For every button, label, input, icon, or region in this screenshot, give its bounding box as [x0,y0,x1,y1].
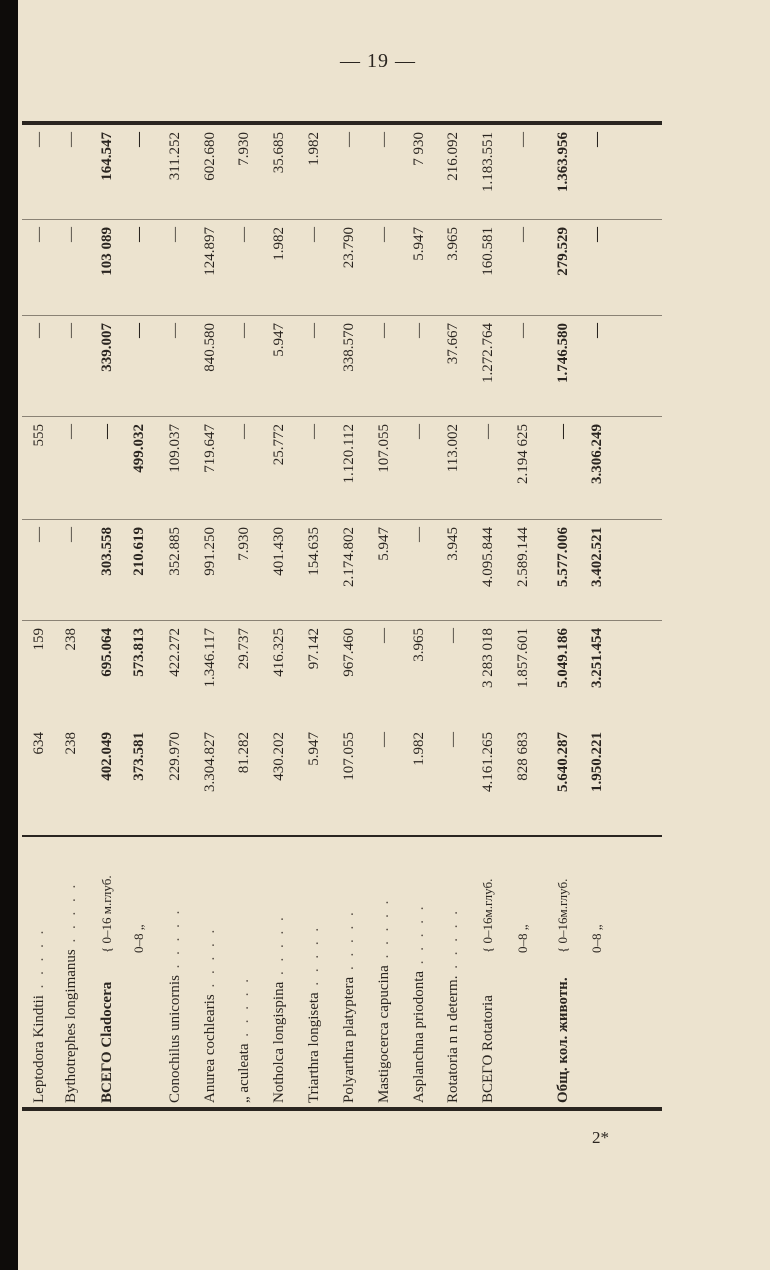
table-cell: 3.965 [411,628,427,662]
table-cell: 311.252 [167,132,183,181]
row-label [438,838,468,1103]
table-cell: 160.581 [480,227,496,276]
table-cell: 719.647 [202,424,218,473]
table-cell: 3 283 018 [480,628,496,688]
row-label-text: „ aculeata [236,1043,252,1103]
row-label [582,838,612,1103]
table-cell: 238 [63,732,79,755]
table-cell: — [31,527,47,542]
row-label-text: Общ. кол. животн. [555,977,571,1103]
table-cell: — [167,227,183,242]
table-cell: 159 [31,628,47,651]
table-cell: — [376,323,392,338]
table-cell: 5.947 [411,227,427,261]
table-cell: 1.272.764 [480,323,496,383]
table-cell: — [411,323,427,338]
table-cell: 991.250 [202,527,218,576]
table-cell: 3.251.454 [589,628,605,688]
table-cell: 1.857.601 [515,628,531,688]
row-label [404,838,434,1103]
table-cell: 3.402.521 [589,527,605,587]
table-cell: — [411,527,427,542]
table-cell: 107.055 [376,424,392,473]
table-cell: 5.577.006 [555,527,571,587]
table-cell: — [515,323,531,338]
row-label-text: Notholca longispina [271,981,287,1103]
table-cell: 373.581 [131,732,147,781]
row-depth-range: { 0–16м.глуб. [555,878,570,953]
row-label-text: ВСЕГО Cladocera [99,981,115,1103]
row-label-text: Leptodora Kindtii [31,995,47,1103]
table-row [438,111,468,1111]
table-cell: 5.947 [376,527,392,561]
table-cell: 422.272 [167,628,183,677]
table-cell: 109.037 [167,424,183,473]
table-cell: 3.965 [445,227,461,261]
row-label [56,838,86,1103]
table-cell: 97.142 [306,628,322,670]
table-cell: — [63,323,79,338]
table-row [548,111,578,1111]
table-cell: — [376,732,392,747]
table-cell: 5.049.186 [555,628,571,688]
table-cell: 2.174.802 [341,527,357,587]
row-label [548,838,578,1103]
table-cell: 602.680 [202,132,218,181]
table-cell: 29.737 [236,628,252,670]
table-cell: 35.685 [271,132,287,174]
table-cell: 4.095.844 [480,527,496,587]
table-cell: — [589,227,605,242]
table-cell: 210.619 [131,527,147,576]
table-row [404,111,434,1111]
leader-dots: . . . . . [445,908,461,976]
table-cell: 216.092 [445,132,461,181]
table-cell: 339.007 [99,323,115,372]
table-row [124,111,154,1111]
table-cell: 279.529 [555,227,571,276]
table-cell: — [515,227,531,242]
leader-dots: . . . . . [167,907,183,976]
table-cell: — [376,227,392,242]
table-cell: — [63,132,79,147]
leader-dots: . . . . . [376,897,392,966]
table-cell: — [31,323,47,338]
table-row [299,111,329,1111]
table-cell: — [555,424,571,439]
table-cell: — [445,628,461,643]
table-cell: 103 089 [99,227,115,276]
table-cell: 2.589.144 [515,527,531,587]
table-cell: — [589,323,605,338]
table-cell: — [589,132,605,147]
row-label-text: Mastigocerca capucina [376,965,392,1103]
table-cell: — [306,323,322,338]
table-cell: 430.202 [271,732,287,781]
table-cell: 3.306.249 [589,424,605,484]
row-label [473,838,503,1103]
table-cell: — [31,132,47,147]
table-cell: 5.640.287 [555,732,571,792]
table-cell: — [306,227,322,242]
row-label [369,838,399,1103]
table-cell: — [236,323,252,338]
table-cell: 967.460 [341,628,357,677]
table-cell: 401.430 [271,527,287,576]
column-rule [22,315,662,316]
table-cell: 1.982 [271,227,287,261]
leader-dots: . . . . . [31,927,47,996]
row-label-text: ВСЕГО Rotatoria [480,995,496,1103]
leader-dots: . . . . . [306,924,322,993]
leader-dots: . . . . . [341,909,357,977]
leader-dots: . . . . . [63,881,79,950]
table-row [56,111,86,1111]
row-depth-range: 0–8 „ [131,924,146,953]
table-cell: 5.947 [306,732,322,766]
rotated-data-table [22,111,662,1111]
row-label-text: Rotatoria n n determ. [445,975,461,1103]
table-cell: 573.813 [131,628,147,677]
table-cell: — [480,424,496,439]
table-cell: — [515,132,531,147]
table-cell: 303.558 [99,527,115,576]
table-row [334,111,364,1111]
table-cell: — [167,323,183,338]
table-cell: — [131,132,147,147]
table-cell: 1.746.580 [555,323,571,383]
table-cell: 499.032 [131,424,147,473]
column-rule [22,416,662,417]
table-cell: 154.635 [306,527,322,576]
table-cell: 164.547 [99,132,115,181]
row-label [334,838,364,1103]
table-cell: 840.580 [202,323,218,372]
row-label [195,838,225,1103]
table-cell: — [236,227,252,242]
row-label-text: Conochilus unicornis [167,975,183,1103]
table-cell: 416.325 [271,628,287,677]
table-cell: 634 [31,732,47,755]
row-label [24,838,54,1103]
table-cell: 1.346.117 [202,628,218,688]
column-rule [22,519,662,520]
row-label [264,838,294,1103]
row-label [299,838,329,1103]
row-label [92,838,122,1103]
book-spine [0,0,18,1270]
table-cell: — [411,424,427,439]
table-cell: 402.049 [99,732,115,781]
table-cell: 7.930 [236,527,252,561]
table-row [92,111,122,1111]
table-cell: 1.950.221 [589,732,605,792]
row-label-text: Bythotrephes longimanus [63,949,79,1103]
table-cell: 5.947 [271,323,287,357]
table-row [195,111,225,1111]
table-cell: — [306,424,322,439]
leader-dots: . . . . . [202,926,218,995]
table-cell: 7 930 [411,132,427,166]
footnote-mark: 2* [592,1128,609,1147]
table-row [264,111,294,1111]
table-cell: 338.570 [341,323,357,372]
table-cell: 7.930 [236,132,252,166]
table-cell: — [63,527,79,542]
row-label-text: Polyarthra platyptera [341,976,357,1103]
table-cell: 555 [31,424,47,447]
table-cell: — [31,227,47,242]
table-cell: 25.772 [271,424,287,466]
table-row [229,111,259,1111]
page-number: — 19 — [340,50,416,72]
table-cell: — [131,323,147,338]
table-row [369,111,399,1111]
table-cell: 124.897 [202,227,218,276]
table-cell: 37.667 [445,323,461,365]
row-label [229,838,259,1103]
row-depth-range: { 0–16м.глуб. [480,878,495,953]
table-cell: 81.282 [236,732,252,774]
row-label-text: Anurea cochlearis [202,994,218,1103]
table-cell: 113.002 [445,424,461,473]
table-cell: — [131,227,147,242]
row-label [124,838,154,1103]
column-rule [22,620,662,621]
row-label-text: Asplanchna priodonta [411,970,427,1103]
leader-dots: . . . . . [411,903,427,971]
column-rule [22,219,662,220]
table-cell: 828 683 [515,732,531,781]
table-cell: — [341,132,357,147]
table-row [160,111,190,1111]
table-cell: 23.790 [341,227,357,269]
table-row [582,111,612,1111]
table-cell: — [236,424,252,439]
row-depth-range: 0–8 „ [515,924,530,953]
table-cell: — [63,424,79,439]
row-label [508,838,538,1103]
table-cell: 107.055 [341,732,357,781]
table-cell: 1.120.112 [341,424,357,484]
table-cell: — [376,132,392,147]
row-label [160,838,190,1103]
table-cell: — [376,628,392,643]
table-cell: 1.183.551 [480,132,496,192]
row-depth-range: 0–8 „ [589,924,604,953]
row-label-text: Triarthra longiseta [306,992,322,1103]
table-cell: 3.945 [445,527,461,561]
table-cell: — [99,424,115,439]
table-cell: 352.885 [167,527,183,576]
leader-dots: . . . . . [236,975,252,1044]
table-row [24,111,54,1111]
table-cell: 1.363.956 [555,132,571,192]
table-cell: 1.982 [411,732,427,766]
table-cell: 238 [63,628,79,651]
table-cell: 2.194 625 [515,424,531,484]
table-cell: 229.970 [167,732,183,781]
table-cell: — [63,227,79,242]
row-depth-range: { 0–16 м.глуб. [99,875,114,953]
table-cell: 695.064 [99,628,115,677]
leader-dots: . . . . . [271,914,287,982]
table-row [473,111,503,1111]
table-cell: — [445,732,461,747]
table-cell: 4.161.265 [480,732,496,792]
table-cell: 3.304.827 [202,732,218,792]
table-cell: 1.982 [306,132,322,166]
table-row [508,111,538,1111]
